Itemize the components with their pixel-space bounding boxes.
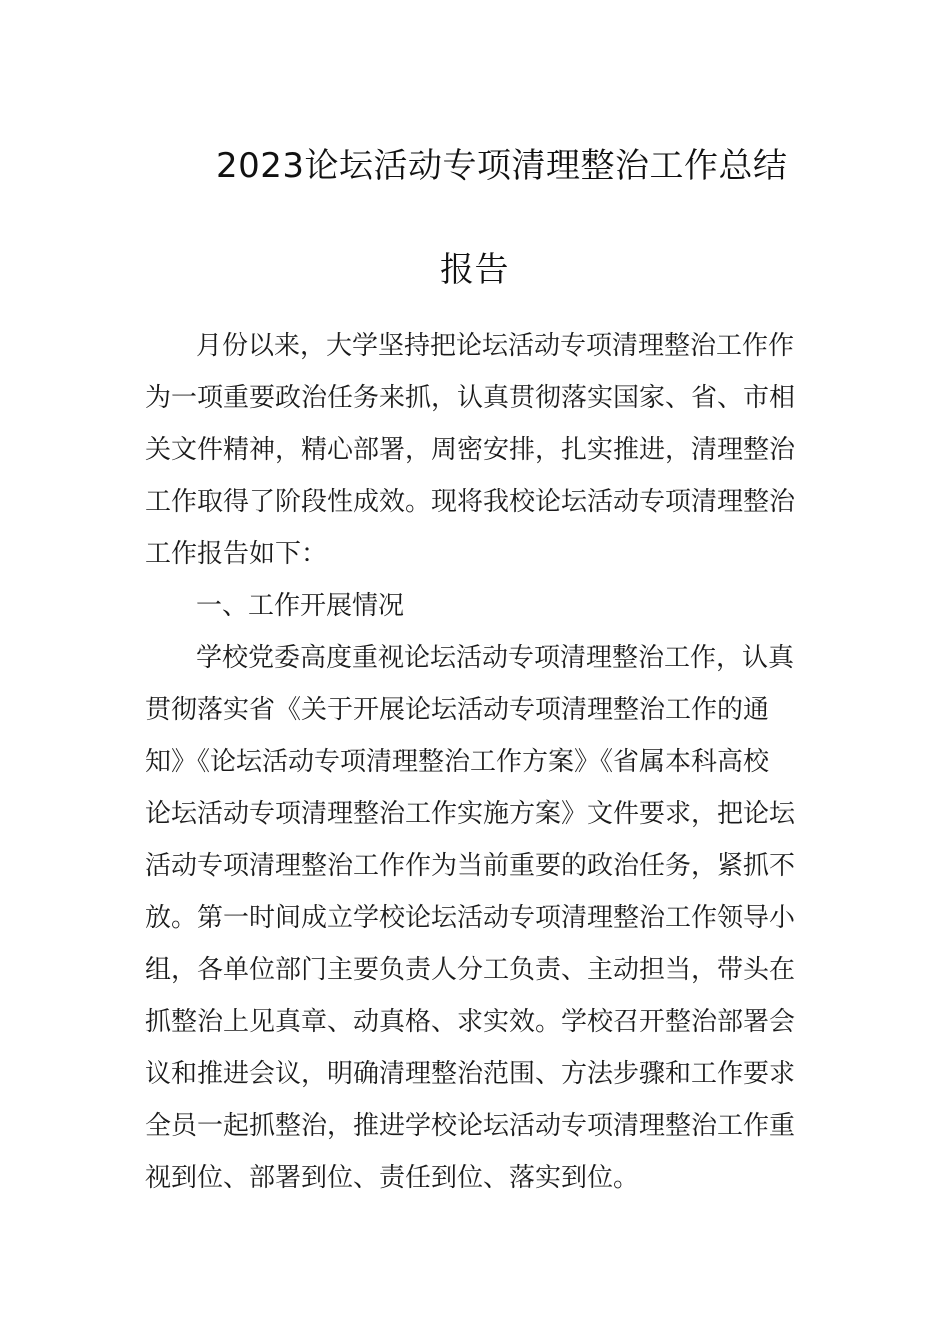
section-heading: 一、工作开展情况: [196, 591, 405, 621]
paragraph-line: 抓整治上见真章、动真格、求实效。学校召开整治部署会: [145, 1007, 796, 1037]
paragraph-line: 议和推进会议，明确清理整治范围、方法步骤和工作要求: [145, 1059, 796, 1089]
paragraph-line: 工作取得了阶段性成效。现将我校论坛活动专项清理整治: [145, 487, 796, 517]
paragraph-line: 为一项重要政治任务来抓，认真贯彻落实国家、省、市相: [145, 383, 796, 413]
paragraph-line: 论坛活动专项清理整治工作实施方案》文件要求，把论坛: [145, 799, 796, 829]
paragraph-line: 视到位、部署到位、责任到位、落实到位。: [145, 1163, 640, 1193]
paragraph-line: 贯彻落实省《关于开展论坛活动专项清理整治工作的通: [145, 695, 770, 725]
paragraph-line: 关文件精神，精心部署，周密安排，扎实推进，清理整治: [145, 435, 796, 465]
paragraph-line: 知》《论坛活动专项清理整治工作方案》《省属本科高校: [145, 747, 770, 777]
paragraph-line: 月份以来，大学坚持把论坛活动专项清理整治工作作: [196, 331, 795, 361]
paragraph-line: 组，各单位部门主要负责人分工负责、主动担当，带头在: [145, 955, 796, 985]
paragraph-line: 工作报告如下：: [145, 539, 328, 569]
paragraph-line: 放。第一时间成立学校论坛活动专项清理整治工作领导小: [145, 903, 796, 933]
paragraph-line: 活动专项清理整治工作作为当前重要的政治任务，紧抓不: [145, 851, 796, 881]
document-title-line-1: 2023论坛活动专项清理整治工作总结: [216, 146, 788, 186]
document-title-line-2: 报告: [440, 250, 509, 290]
paragraph-line: 学校党委高度重视论坛活动专项清理整治工作，认真: [196, 643, 795, 673]
paragraph-line: 全员一起抓整治，推进学校论坛活动专项清理整治工作重: [145, 1111, 796, 1141]
